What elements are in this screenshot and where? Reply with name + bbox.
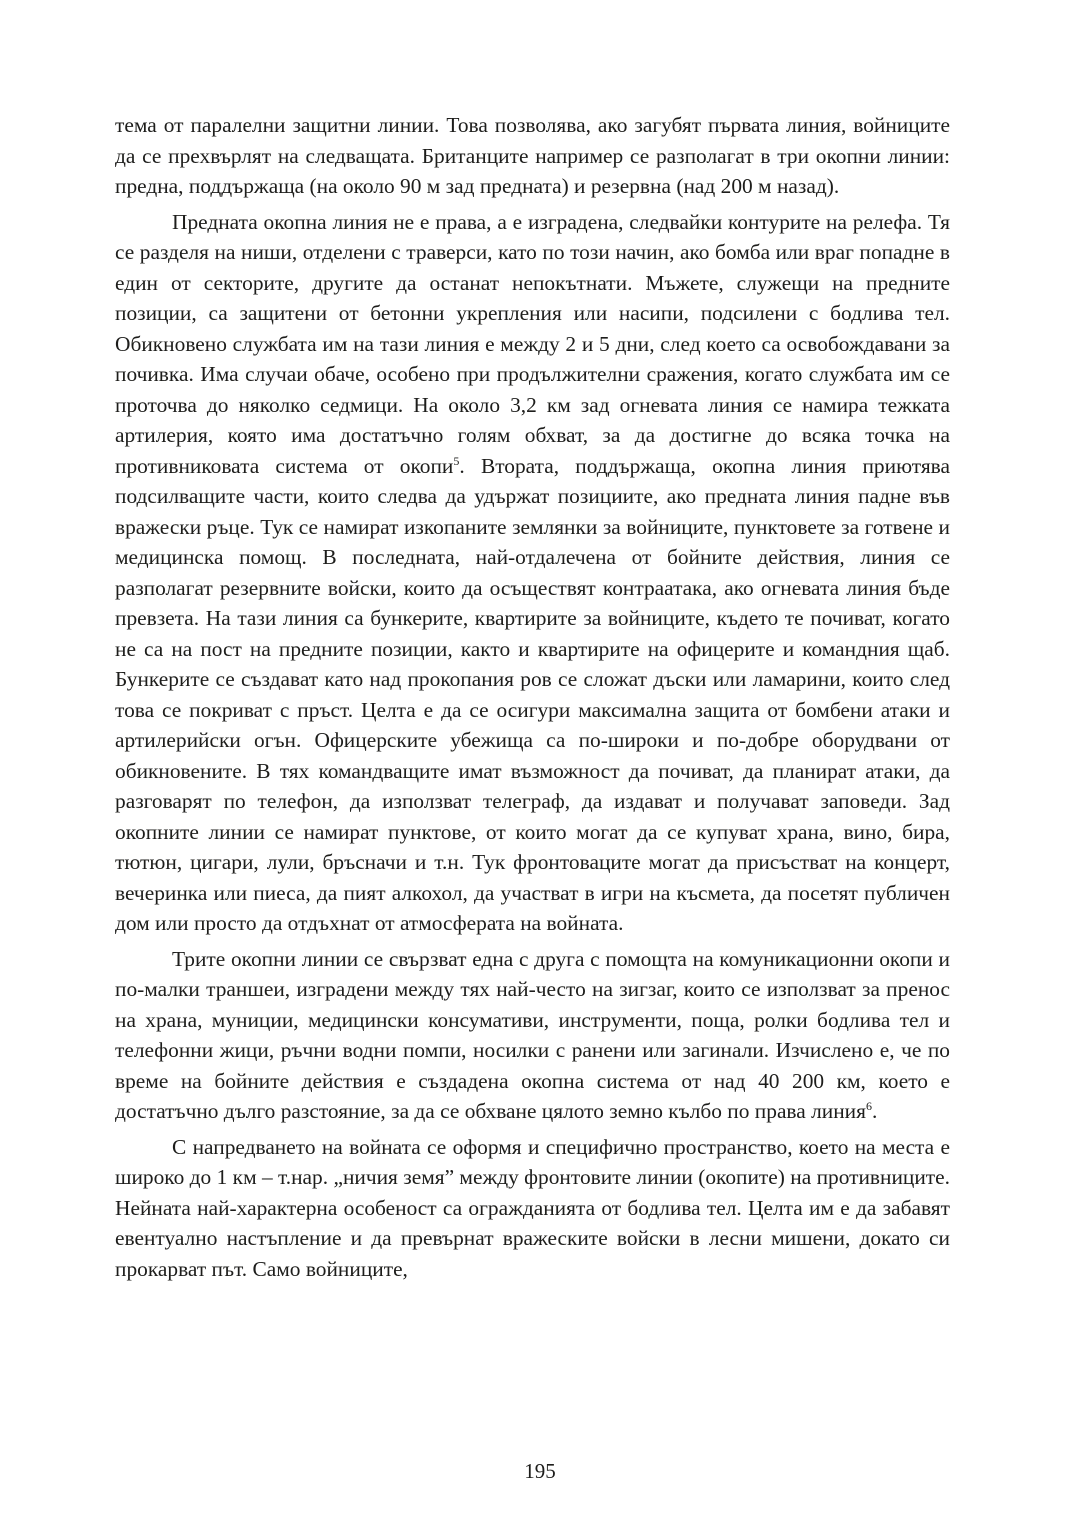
paragraph-4 — [115, 1132, 950, 1285]
footnote-ref-5[interactable]: 5 — [453, 453, 460, 468]
paragraph-1-text: тема от паралелни защитни линии. Това позволява, ако загубят първата линия, войниците да се прехвърлят на следващата. Британците например се разполагат в три окопни линии: предна, поддържаща (на около 90 м зад предната) и резервна (над 200 м назад). — [115, 113, 950, 198]
paragraph-2 — [115, 207, 950, 939]
paragraph-3-text-after: . — [871, 1099, 878, 1123]
paragraph-3 — [115, 944, 950, 1127]
page-number: 195 — [524, 1459, 556, 1483]
paragraph-1 — [115, 110, 950, 202]
paragraph-4-text: С напредването на войната се оформя и специфично пространство, което на места е широко до 1 км – т.нар. „ничия земя” между фронтовите линии (окопите) на противниците. Нейната най-характерна особеност са огражданията от бодлива тел. Целта им е да забавят евентуално настъпление и да превърнат вражеските войски в лесни мишени, докато си прокарват път. Само войниците, — [115, 1134, 950, 1281]
body-text — [115, 110, 950, 1289]
footnote-ref-6[interactable]: 6 — [865, 1099, 872, 1113]
paragraph-3-text: Трите окопни линии се свързват една с друга с помощта на комуникационни окопи и по-малки траншеи, изградени между тях най-често на зигзаг, които се използват за пренос на храна, муниции, медицински консумативи, инструменти, поща, ролки бодлива тел и телефонни жици, ръчни водни помпи, носилки с ранени или загинали. Изчислено е, че по време на бойните действия е създадена окопна система от над 40 200 км, което е достатъчно дълго разстояние, за да се обхване цялото земно кълбо по права линия — [115, 946, 950, 1123]
paragraph-2-text: Предната окопна линия не е права, а е изградена, следвайки контурите на релефа. Тя се разделя на ниши, отделени с траверси, като по този начин, ако бомба или враг попадне в един от секторите, другите да останат непокътнати. Мъжете, служещи на предните позиции, са защитени от бетонни укрепления или насипи, подсилени с бодлива тел. Обикновено службата им на тази линия е между 2 и 5 дни, след което са освобождавани за почивка. Има случаи обаче, особено при продължителни сражения, когато службата им се проточва до няколко седмици. На около 3,2 км зад огневата линия се намира тежката артилерия, която има достатъчно голям обхват, за да достигне до всяка точка на противниковата система от окопи — [115, 209, 950, 478]
paragraph-2-text-after: . Втората, поддържаща, окопна линия приютява подсилващите части, които следва да удържат позициите, ако предната линия падне във вражески ръце. Тук се намират изкопаните землянки за войниците, пунктовете за готвене и медицинска помощ. В последната, най-отдалечена от бойните действия, линия се разполагат резервните войски, които да осъществят контраатака, ако огневата линия бъде превзета. На тази линия са бункерите, квартирите за войниците, където те почиват, когато не са на пост на предните позиции, както и квартирите на офицерите и командния щаб. Бункерите се създават като над прокопания ров се сложат дъски или ламарини, които след това се покриват с пръст. Целта е да се осигури максимална защита от бомбени атаки и артилерийски огън. Офицерските убежища са по-широки и по-добре оборудвани от обикновените. В тях командващите имат възможност да почиват, да планират атаки, да разговарят по телефон, да използват телеграф, да издават и получават заповеди. Зад окопните линии се намират пунктове, от които могат да се купуват храна, вино, бира, тютюн, цигари, лули, бръсначи и т.н. Тук фронтоваците могат да присъстват на концерт, вечеринка или пиеса, да пият алкохол, да участват в игри на късмета, да посетят публичен дом или просто да отдъхнат от атмосферата на войната. — [115, 453, 950, 935]
